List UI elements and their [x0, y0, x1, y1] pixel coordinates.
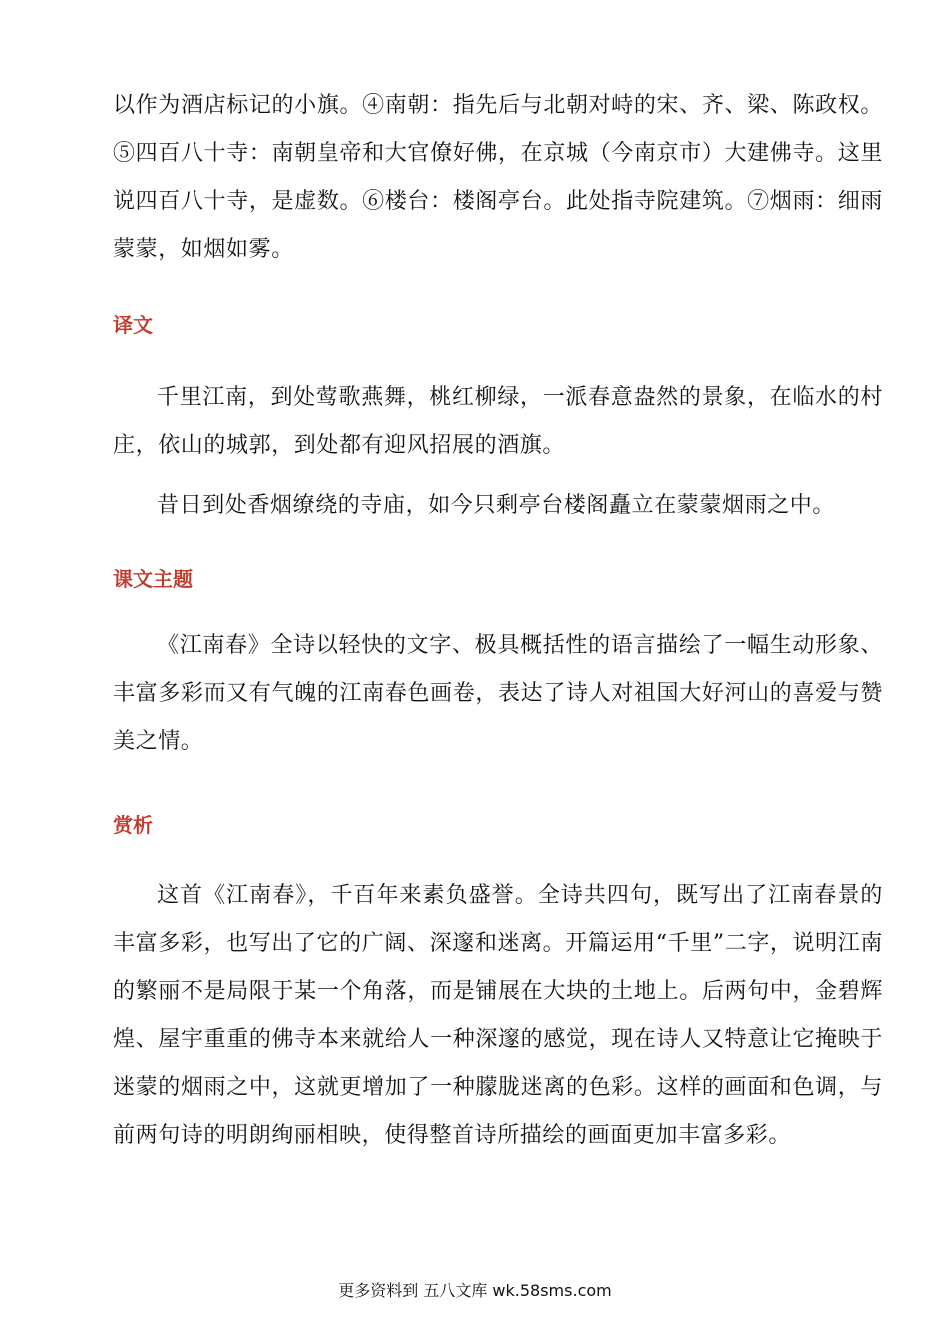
- theme-heading: 课文主题: [113, 567, 193, 591]
- translation-heading: 译文: [113, 313, 153, 337]
- footer-watermark-text: 更多资料到 五八文库 wk.58sms.com: [338, 1281, 612, 1300]
- translation-paragraph-1: 千里江南，到处莺歌燕舞，桃红柳绿，一派春意盎然的景象，在临水的村庄，依山的城郭，到处都有迎风招展的酒旗。: [113, 385, 883, 458]
- theme-paragraph: 《江南春》全诗以轻快的文字、极具概括性的语言描绘了一幅生动形象、丰富多彩而又有气魄的江南春色画卷，表达了诗人对祖国大好河山的喜爱与赞美之情。: [113, 633, 883, 754]
- appreciation-paragraph: 这首《江南春》，千百年来素负盛誉。全诗共四句，既写出了江南春景的丰富多彩，也写出了它的广阔、深邃和迷离。开篇运用“千里”二字，说明江南的繁丽不是局限于某一个角落，而是铺展在大块的土地上。后两句中，金碧辉煌、屋宇重重的佛寺本来就给人一种深邃的感觉，现在诗人又特意让它掩映于迷蒙的烟雨之中，这就更增加了一种朦胧迷离的色彩。这样的画面和色调，与前两句诗的明朗绚丽相映，使得整首诗所描绘的画面更加丰富多彩。: [113, 883, 883, 1148]
- annotation-notes: 以作为酒店标记的小旗。④南朝：指先后与北朝对峙的宋、齐、梁、陈政权。⑤四百八十寺：南朝皇帝和大官僚好佛，在京城（今南京市）大建佛寺。这里说四百八十寺，是虚数。⑥楼台：楼阁亭台。此处指寺院建筑。⑦烟雨：细雨蒙蒙，如烟如雾。: [113, 93, 883, 262]
- translation-paragraph-2: 昔日到处香烟缭绕的寺庙，如今只剩亭台楼阁矗立在蒙蒙烟雨之中。: [157, 493, 836, 518]
- appreciation-heading: 赏析: [113, 813, 153, 837]
